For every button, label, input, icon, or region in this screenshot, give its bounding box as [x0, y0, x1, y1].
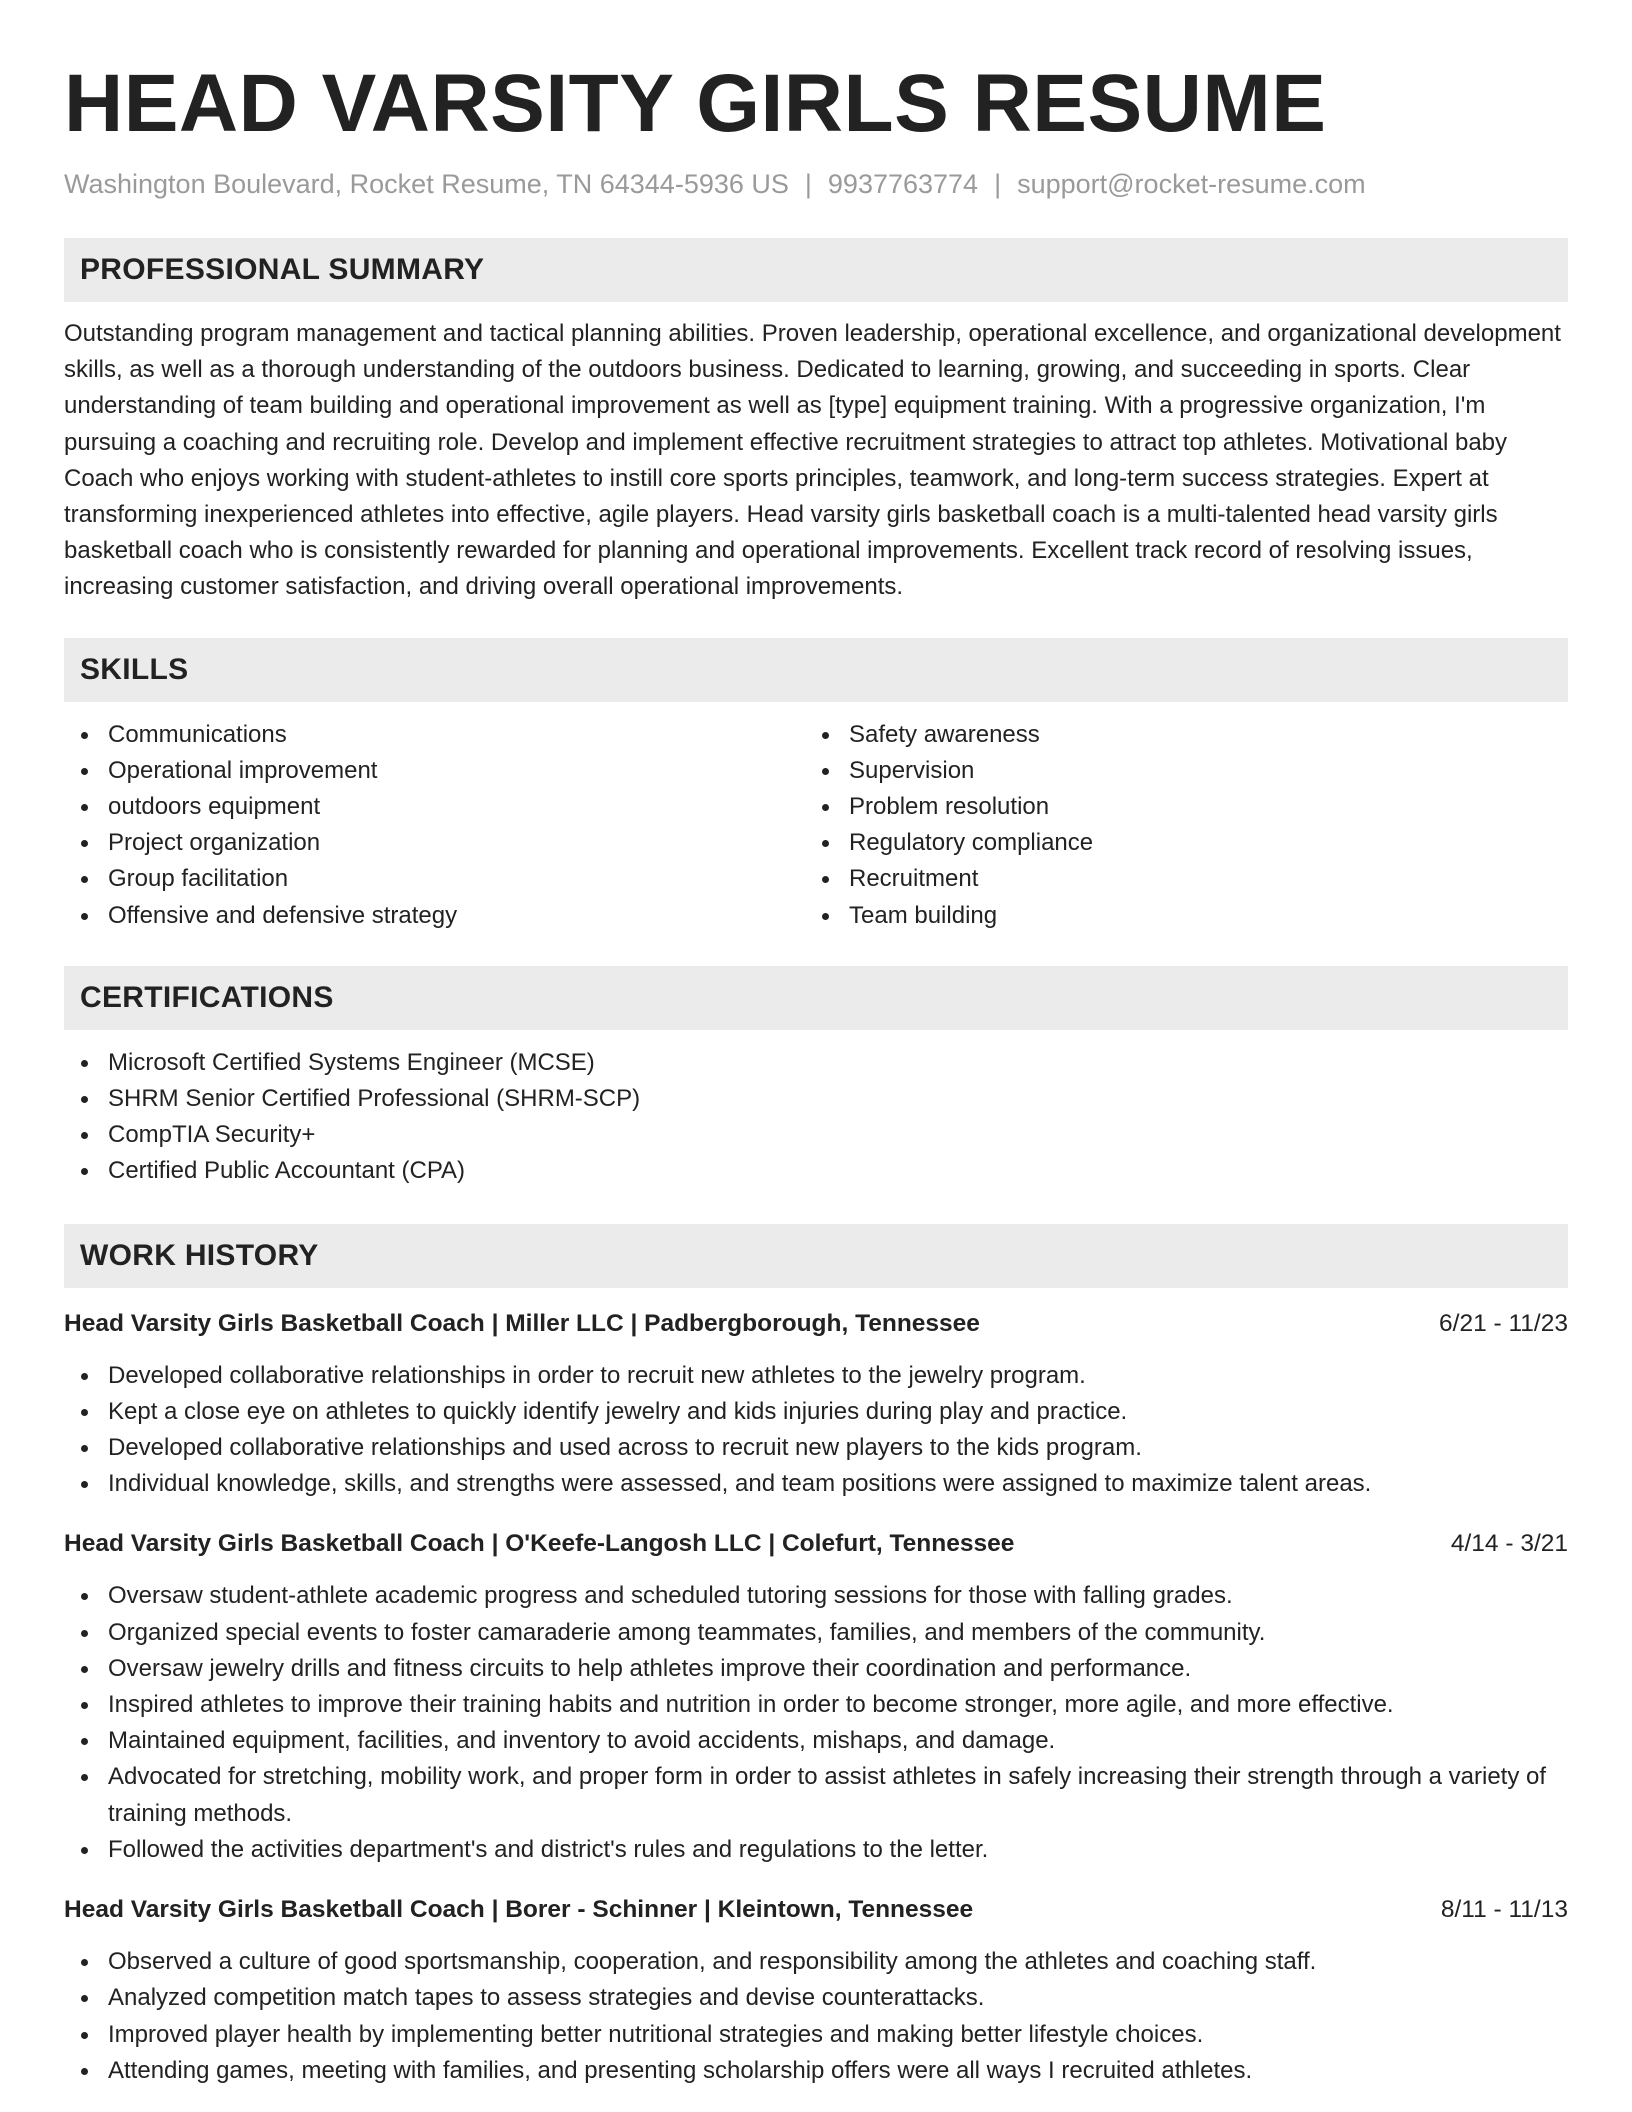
skills-grid [64, 717, 1568, 934]
job-header [64, 1306, 1568, 1342]
job-bullet: Maintained equipment, facilities, and inventory to avoid accidents, mishaps, and damage. [64, 1723, 1568, 1759]
skill-item: Regulatory compliance [805, 825, 1546, 861]
skill-item: Operational improvement [64, 753, 805, 789]
job-bullets [64, 1578, 1568, 1868]
section-header-work-history: WORK HISTORY [64, 1224, 1568, 1288]
summary-text: Outstanding program management and tactical planning abilities. Proven leadership, operational excellence, and organizational development skills, as well as a thorough understanding of the outdoors business. Dedicated to learning, growing, and succeeding in sports. Clear understanding of team building and operational improvement as well as [type] equipment training. With a progressive organization, I'm pursuing a coaching and recruiting role. Develop and implement effective recruitment strategies to attract top athletes. Motivational baby Coach who enjoys working with student-athletes to instill core sports principles, teamwork, and long-term success strategies. Expert at transforming inexperienced athletes into effective, agile players. Head varsity girls basketball coach is a multi-talented head varsity girls basketball coach who is consistently rewarded for planning and operational improvements. Excellent track record of resolving issues, increasing customer satisfaction, and driving overall operational improvements. [64, 320, 1561, 601]
contact-line [64, 166, 1568, 202]
skill-item: Safety awareness [805, 717, 1546, 753]
skill-item: Offensive and defensive strategy [64, 898, 805, 934]
job-bullet: Advocated for stretching, mobility work, and proper form in order to assist athletes in safely increasing their strength through a variety of training methods. [64, 1759, 1568, 1831]
job-bullet: Developed collaborative relationships and used across to recruit new players to the kids program. [64, 1430, 1568, 1466]
job-bullet: Improved player health by implementing better nutritional strategies and making better lifestyle choices. [64, 2017, 1568, 2053]
job-title: Head Varsity Girls Basketball Coach | O'Keefe-Langosh LLC | Colefurt, Tennessee [64, 1530, 1015, 1558]
job-header [64, 1526, 1568, 1562]
job-bullet: Developed collaborative relationships in order to recruit new athletes to the jewelry program. [64, 1358, 1568, 1394]
job-bullet: Attending games, meeting with families, and presenting scholarship offers were all ways I recruited athletes. [64, 2053, 1568, 2089]
section-header-skills: SKILLS [64, 638, 1568, 702]
job-dates: 4/14 - 3/21 [1450, 1530, 1568, 1558]
job-bullet: Kept a close eye on athletes to quickly identify jewelry and kids injuries during play and practice. [64, 1394, 1568, 1430]
contact-separator: | [994, 169, 1002, 199]
job-entry [64, 1306, 1568, 1503]
contact-address: Washington Boulevard, Rocket Resume, TN 64344-5936 US [64, 169, 789, 199]
job-bullets [64, 1944, 1568, 2089]
job-bullet: Organized special events to foster camaraderie among teammates, families, and members of the community. [64, 1615, 1568, 1651]
contact-phone: 9937763774 [827, 169, 979, 199]
certification-item: SHRM Senior Certified Professional (SHRM-SCP) [64, 1081, 1568, 1117]
job-header [64, 1892, 1568, 1928]
skill-item: Problem resolution [805, 789, 1546, 825]
job-entry [64, 1526, 1568, 1868]
skill-item: Supervision [805, 753, 1546, 789]
certifications-list [64, 1045, 1568, 1190]
skill-item: Recruitment [805, 861, 1546, 897]
job-bullet: Oversaw jewelry drills and fitness circuits to help athletes improve their coordination and performance. [64, 1651, 1568, 1687]
certification-item: Microsoft Certified Systems Engineer (MCSE) [64, 1045, 1568, 1081]
resume-page [64, 56, 1568, 2089]
certification-item: CompTIA Security+ [64, 1117, 1568, 1153]
section-header-certifications: CERTIFICATIONS [64, 966, 1568, 1030]
skill-item: Communications [64, 717, 805, 753]
skill-item: outdoors equipment [64, 789, 805, 825]
job-bullet: Observed a culture of good sportsmanship, cooperation, and responsibility among the athletes and coaching staff. [64, 1944, 1568, 1980]
skill-item: Team building [805, 898, 1546, 934]
section-header-summary: PROFESSIONAL SUMMARY [64, 238, 1568, 302]
contact-email: support@rocket-resume.com [1017, 169, 1366, 199]
job-bullet: Analyzed competition match tapes to assess strategies and devise counterattacks. [64, 1980, 1568, 2016]
contact-separator: | [804, 169, 812, 199]
job-entry [64, 1892, 1568, 2089]
job-bullet: Followed the activities department's and district's rules and regulations to the letter. [64, 1832, 1568, 1868]
job-title: Head Varsity Girls Basketball Coach | Borer - Schinner | Kleintown, Tennessee [64, 1896, 974, 1924]
job-bullet: Inspired athletes to improve their training habits and nutrition in order to become stronger, more agile, and more effective. [64, 1687, 1568, 1723]
skill-item: Project organization [64, 825, 805, 861]
skills-list-left [64, 717, 805, 934]
job-bullet: Individual knowledge, skills, and strengths were assessed, and team positions were assigned to maximize talent areas. [64, 1466, 1568, 1502]
skills-list-right [805, 717, 1546, 934]
job-dates: 6/21 - 11/23 [1439, 1309, 1568, 1337]
job-bullets [64, 1358, 1568, 1503]
resume-title: HEAD VARSITY GIRLS RESUME [64, 58, 1327, 149]
certification-item: Certified Public Accountant (CPA) [64, 1153, 1568, 1189]
job-bullet: Oversaw student-athlete academic progress and scheduled tutoring sessions for those with falling grades. [64, 1578, 1568, 1614]
skill-item: Group facilitation [64, 861, 805, 897]
job-title: Head Varsity Girls Basketball Coach | Miller LLC | Padbergborough, Tennessee [64, 1309, 980, 1337]
job-dates: 8/11 - 11/13 [1440, 1896, 1568, 1924]
